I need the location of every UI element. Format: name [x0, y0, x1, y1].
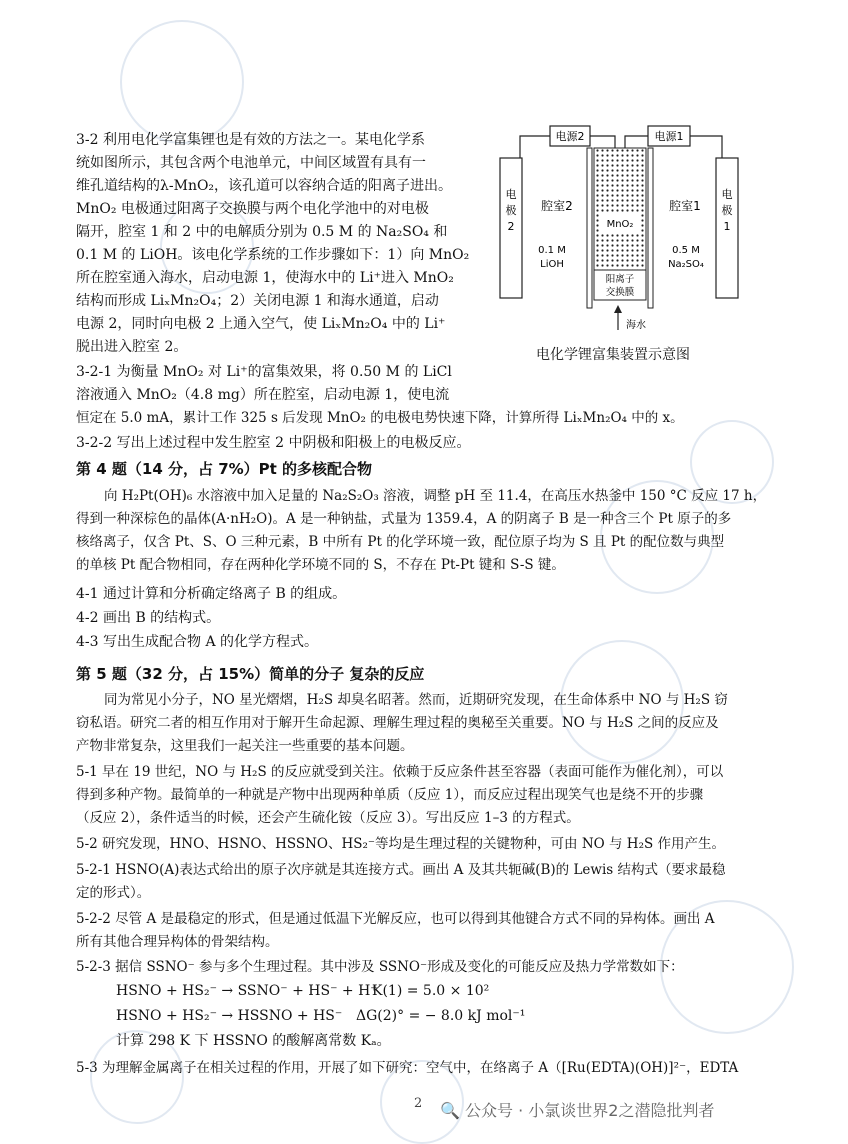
para-3-2-line: 电源 2，同时向电极 2 上通入空气，使 LiₓMn₂O₄ 中的 Li⁺ [76, 316, 446, 332]
question-5-2-1: 5-2-1 HSNO(A)表达式给出的原子次序就是其连接方式。画出 A 及其共轭碱(B)的 Lewis 结构式（要求最稳 [76, 862, 726, 878]
question-4-2: 4-2 画出 B 的结构式。 [76, 610, 221, 626]
q5-paragraph-line: 产物非常复杂，这里我们一起关注一些重要的基本问题。 [76, 738, 414, 754]
q4-paragraph-line: 得到一种深棕色的晶体(A·nH₂O)。A 是一种钠盐，式量为 1359.4，A 的阴离子 B 是一种含三个 Pt 原子的多 [76, 511, 732, 527]
para-3-2-line: 维孔道结构的λ-MnO₂，该孔道可以容纳合适的阳离子进出。 [76, 178, 453, 194]
para-3-2-line: 结构而形成 LiₓMn₂O₄；2）关闭电源 1 和海水通道，启动 [76, 293, 439, 309]
na2so4-label: 0.5 M Na₂SO₄ [668, 245, 704, 270]
electrode-1-label: 电极 1 [721, 188, 733, 233]
chamber-2-label: 腔室2 [541, 199, 573, 213]
electrochemical-cell-diagram [490, 118, 750, 338]
q4-paragraph-line: 向 H₂Pt(OH)₆ 水溶液中加入足量的 Na₂S₂O₃ 溶液，调整 pH 至 11.4，在高压水热釜中 150 °C 反应 17 h， [104, 488, 767, 504]
question-3-2-1-cont: 溶液通入 MnO₂（4.8 mg）所在腔室，启动电源 1，使电流 [76, 387, 450, 403]
para-3-2-line: 所在腔室通入海水，启动电源 1，使海水中的 Li⁺进入 MnO₂ [76, 270, 454, 286]
question-5-1: 5-1 早在 19 世纪，NO 与 H₂S 的反应就受到关注。依赖于反应条件甚至容器（表面可能作为催化剂），可以 [76, 764, 724, 780]
question-3-2-2: 3-2-2 写出上述过程中发生腔室 2 中阴极和阳极上的电极反应。 [76, 435, 471, 451]
watermark-seal [120, 20, 244, 144]
question-5-2-2-cont: 所有其他合理异构体的骨架结构。 [76, 934, 279, 950]
mno2-label: MnO₂ [606, 219, 634, 230]
para-3-2-line: 脱出进入腔室 2。 [76, 339, 188, 355]
diagram-caption: 电化学锂富集装置示意图 [536, 347, 690, 363]
para-3-2-line: 0.1 M 的 LiOH。该电化学系统的工作步骤如下：1）向 MnO₂ [76, 247, 470, 263]
question-5-1-cont: 得到多种产物。最简单的一种就是产物中出现两种单质（反应 1），而反应过程出现笑气也是绕不开的步骤 [76, 787, 704, 803]
power-2-label: 电源2 [555, 130, 585, 143]
question-4-title: 第 4 题（14 分，占 7%）Pt 的多核配合物 [76, 460, 373, 478]
electrode-2-label: 电极 2 [505, 188, 517, 233]
question-5-2: 5-2 研究发现，HNO、HSNO、HSSNO、HS₂⁻等均是生理过程的关键物种，可由 NO 与 H₂S 作用产生。 [76, 836, 726, 852]
mno2-electrode [594, 148, 646, 278]
question-5-3: 5-3 为理解金属离子在相关过程的作用，开展了如下研究：空气中，在络离子 A（[Ru(EDTA)(OH)]²⁻，EDTA [76, 1060, 739, 1076]
lioh-label: 0.1 M LiOH [538, 245, 566, 270]
chamber-1-label: 腔室1 [669, 199, 701, 213]
para-3-2-line: 隔开，腔室 1 和 2 中的电解质分别为 0.5 M 的 Na₂SO₄ 和 [76, 224, 448, 240]
power-1-label: 电源1 [654, 130, 684, 143]
question-5-2-1-cont: 定的形式）。 [76, 885, 151, 901]
membrane-label: 阳离子交换膜 [605, 274, 635, 298]
question-5-title: 第 5 题（32 分，占 15%）简单的分子 复杂的反应 [76, 665, 425, 683]
question-3-2-1-cont: 恒定在 5.0 mA，累计工作 325 s 后发现 MnO₂ 的电极电势快速下降，计算所得 LiₓMn₂O₄ 中的 x。 [76, 410, 684, 426]
equation-1-constant: K(1) = 5.0 × 10² [372, 983, 490, 999]
calc-instruction: 计算 298 K 下 HSSNO 的酸解离常数 Kₐ。 [116, 1033, 391, 1049]
equation-2-constant: ΔG(2)° = − 8.0 kJ mol⁻¹ [356, 1008, 526, 1024]
q4-paragraph-line: 核络离子，仅含 Pt、S、O 三种元素，B 中所有 Pt 的化学环境一致，配位原子均为 S 且 Pt 的配位数与典型 [76, 534, 725, 550]
q5-paragraph-line: 窃私语。研究二者的相互作用对于解开生命起源、理解生理过程的奥秘至关重要。NO 与 H₂S 之间的反应及 [76, 715, 719, 731]
equation-2: HSNO + HS₂⁻ → HSSNO + HS⁻ [116, 1008, 343, 1024]
q5-paragraph-line: 同为常见小分子，NO 星光熠熠，H₂S 却臭名昭著。然而，近期研究发现，在生命体系中 NO 与 H₂S 窃 [104, 692, 728, 708]
para-3-2-line: MnO₂ 电极通过阳离子交换膜与两个电化学池中的对电极 [76, 201, 429, 217]
wechat-account-watermark: 🔍 公众号 · 小氯谈世界2之潜隐批判者 [440, 1101, 715, 1120]
para-3-2-line: 3-2 利用电化学富集锂也是有效的方法之一。某电化学系 [76, 132, 425, 148]
question-4-3: 4-3 写出生成配合物 A 的化学方程式。 [76, 634, 319, 650]
question-5-2-3: 5-2-3 据信 SSNO⁻ 参与多个生理过程。其中涉及 SSNO⁻形成及变化的可能反应及热力学常数如下： [76, 959, 684, 975]
q4-paragraph-line: 的单核 Pt 配合物相同，存在两种化学环境不同的 S，不存在 Pt-Pt 键和 S-S 键。 [76, 557, 565, 573]
page-number: 2 [414, 1096, 423, 1111]
para-3-2-line: 统如图所示，其包含两个电池单元，中间区域置有具有一 [76, 155, 426, 171]
equation-1: HSNO + HS₂⁻ → SSNO⁻ + HS⁻ + H⁺ [116, 983, 378, 999]
question-3-2-1: 3-2-1 为衡量 MnO₂ 对 Li⁺的富集效果，将 0.50 M 的 LiCl [76, 364, 452, 380]
seawater-label: 海水 [626, 320, 646, 331]
question-5-2-2: 5-2-2 尽管 A 是最稳定的形式，但是通过低温下光解反应，也可以得到其他键合方式不同的异构体。画出 A [76, 911, 715, 927]
question-4-1: 4-1 通过计算和分析确定络离子 B 的组成。 [76, 586, 347, 602]
question-5-1-cont: （反应 2），条件适当的时候，还会产生硫化铵（反应 3）。写出反应 1–3 的方程式。 [76, 810, 580, 826]
